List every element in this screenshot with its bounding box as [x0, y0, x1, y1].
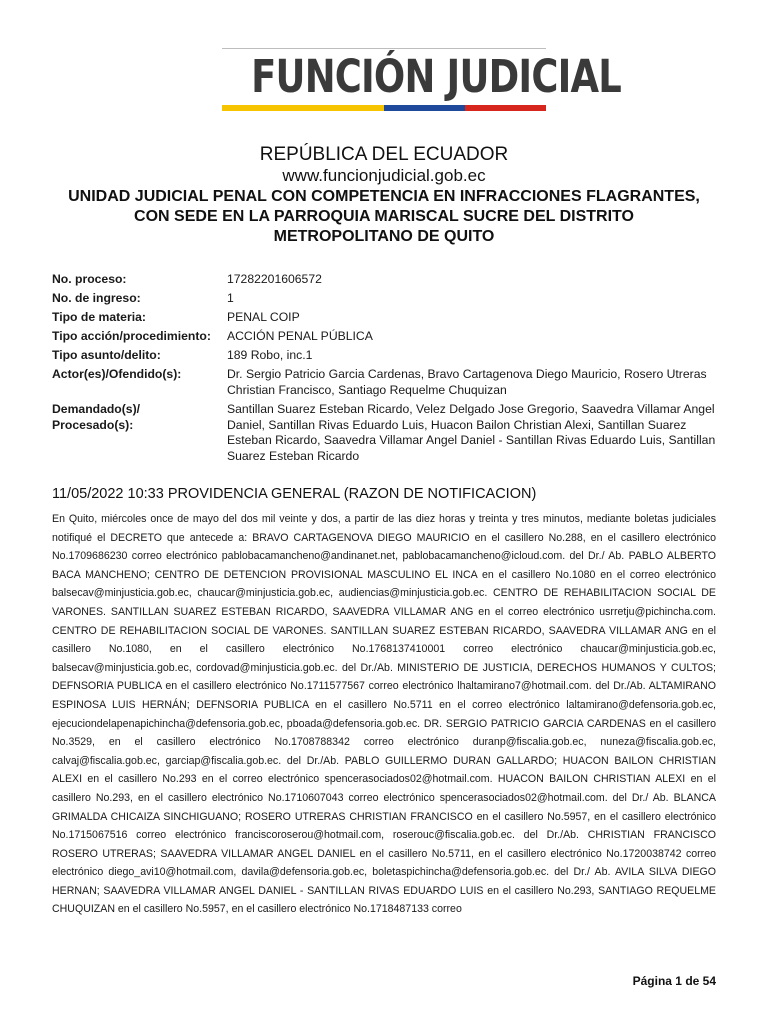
meta-value: 189 Robo, inc.1: [227, 348, 313, 362]
meta-label: No. de ingreso:: [52, 291, 141, 305]
meta-value: ACCIÓN PENAL PÚBLICA: [227, 329, 373, 343]
meta-value: 17282201606572: [227, 272, 322, 286]
country-title: REPÚBLICA DEL ECUADOR: [259, 144, 509, 165]
meta-label: Tipo acción/procedimiento:: [52, 329, 211, 343]
meta-row-ingreso: [52, 291, 720, 307]
meta-label-line: Demandado(s)/: [52, 402, 141, 416]
meta-row-accion: [52, 329, 720, 345]
website-link[interactable]: www.funcionjudicial.gob.ec: [282, 166, 486, 185]
case-metadata: [52, 272, 720, 468]
meta-label-line: Procesado(s):: [52, 417, 134, 432]
flag-stripe: [222, 105, 546, 111]
page-number: Página 1 de 54: [632, 974, 716, 988]
meta-label: Actor(es)/Ofendido(s):: [52, 367, 182, 381]
flag-blue: [384, 105, 465, 111]
meta-label: Tipo de materia:: [52, 310, 146, 324]
meta-value: 1: [227, 291, 234, 305]
judicial-unit-line-3: METROPOLITANO DE QUITO: [273, 228, 495, 245]
meta-row-proceso: [52, 272, 720, 288]
meta-row-materia: [52, 310, 720, 326]
meta-value: Santillan Suarez Esteban Ricardo, Velez Delgado Jose Gregorio, Saavedra Villamar Angel Daniel, Santillan Rivas Eduardo Luis, Huacon Bailon Christian Alexi, Santillan Suarez Esteban Ricardo, Saavedra Villamar Angel Daniel - Santillan Rivas Eduardo Luis, Santillan Suarez Esteban Ricardo: [227, 402, 716, 463]
meta-value: PENAL COIP: [227, 310, 300, 324]
judicial-unit-line-1: UNIDAD JUDICIAL PENAL CON COMPETENCIA EN INFRACCIONES FLAGRANTES,: [68, 188, 700, 205]
meta-label: No. proceso:: [52, 272, 127, 286]
meta-row-asunto: [52, 348, 720, 364]
meta-value: Dr. Sergio Patricio Garcia Cardenas, Bravo Cartagenova Diego Mauricio, Rosero Utreras Christian Francisco, Santiago Requelme Chuquizan: [227, 367, 707, 397]
funcion-judicial-logo: [222, 48, 621, 111]
meta-label: Tipo asunto/delito:: [52, 348, 161, 362]
logo-text: FUNCIÓN JUDICIAL: [251, 50, 621, 103]
judicial-unit-line-2: CON SEDE EN LA PARROQUIA MARISCAL SUCRE DEL DISTRITO: [134, 208, 634, 225]
meta-label-demandado: [52, 402, 227, 464]
entry-title: 11/05/2022 10:33 PROVIDENCIA GENERAL (RAZON DE NOTIFICACION): [52, 486, 537, 502]
flag-yellow: [222, 105, 384, 111]
entry-body: En Quito, miércoles once de mayo del dos mil veinte y dos, a partir de las diez horas y treinta y tres minutos, mediante boletas judiciales notifiqué el DECRETO que antecede a: BRAVO CARTAGENOVA DIEGO MAURICIO en el casillero No.288, en el casillero electrónico No.1709686230 correo electrónico pablobacamancheno@andinanet.net, pablobacamancheno@icloud.com. del Dr./ Ab. PABLO ALBERTO BACA MANCHENO; CENTRO DE DETENCION PROVISIONAL MASCULINO EL INCA en el casillero No.1080 en el correo electrónico balsecav@minjusticia.gob.ec, chaucar@minjusticia.gob.ec, audiencias@minjusticia.gob.ec. CENTRO DE REHABILITACION SOCIAL DE VARONES. SANTILLAN SUAREZ ESTEBAN RICARDO, SAAVEDRA VILLAMAR ANG en el correo electrónico usrretju@pichincha.com. CENTRO DE REHABILITACION SOCIAL DE VARONES. SANTILLAN SUAREZ ESTEBAN RICARDO, SAAVEDRA VILLAMAR ANG en el casillero No.1080, en el casillero electrónico No.1768137410001 correo electrónico chaucar@minjusticia.gob.ec, balsecav@minjusticia.gob.ec, cordovad@minjusticia.gob.ec. del Dr./Ab. MINISTERIO DE JUSTICIA, DERECHOS HUMANOS Y CULTOS; DEFNSORIA PUBLICA en el casillero electrónico No.1711577567 correo electrónico lhaltamirano7@hotmail.com. del Dr./Ab. ALTAMIRANO ESPINOSA LUIS HERNÁN; DEFNSORIA PUBLICA en el casillero No.5711 en el correo electrónico laltamirano@defensoria.gob.ec, ejecuciondelapenapichincha@defensoria.gob.ec, pboada@defensoria.gob.ec. DR. SERGIO PATRICIO GARCIA CARDENAS en el casillero No.3529, en el casillero electrónico No.1708788342 correo electrónico duranp@fiscalia.gob.ec, nuneza@fiscalia.gob.ec, calvaj@fiscalia.gob.ec, garciap@fiscalia.gob.ec. del Dr./Ab. PABLO GUILLERMO DURAN GALLARDO; HUACON BAILON CHRISTIAN ALEXI en el casillero No.293 en el correo electrónico spencerasociados02@hotmail.com. HUACON BAILON CHRISTIAN ALEXI en el casillero No.293, en el casillero electrónico No.1710607043 correo electrónico spencerasociados02@hotmail.com. del Dr./ Ab. BLANCA GRIMALDA CHICAIZA SINCHIGUANO; ROSERO UTRERAS CHRISTIAN FRANCISCO en el casillero No.5957, en el casillero electrónico No.1715067516 correo electrónico franciscoroserou@hotmail.com, roserouc@fiscalia.gob.ec. del Dr./Ab. CHRISTIAN FRANCISCO ROSERO UTRERAS; SAAVEDRA VILLAMAR ANGEL DANIEL en el casillero No.5711, en el casillero electrónico No.1720038742 correo electrónico diego_avi10@hotmail.com, davila@defensoria.gob.ec, boletaspichincha@defensoria.gob.ec. del Dr./ Ab. AVILA SILVA DIEGO HERNAN; SAAVEDRA VILLAMAR ANGEL DANIEL - SANTILLAN RIVAS EDUARDO LUIS en el casillero No.293, SANTIAGO REQUELME CHUQUIZAN en el casillero No.5957, en el casillero electrónico No.1718487133 correo: [52, 513, 716, 916]
flag-red: [465, 105, 546, 111]
meta-row-demandado: [52, 402, 720, 464]
document-header: [40, 144, 728, 247]
meta-row-actor: [52, 367, 720, 398]
